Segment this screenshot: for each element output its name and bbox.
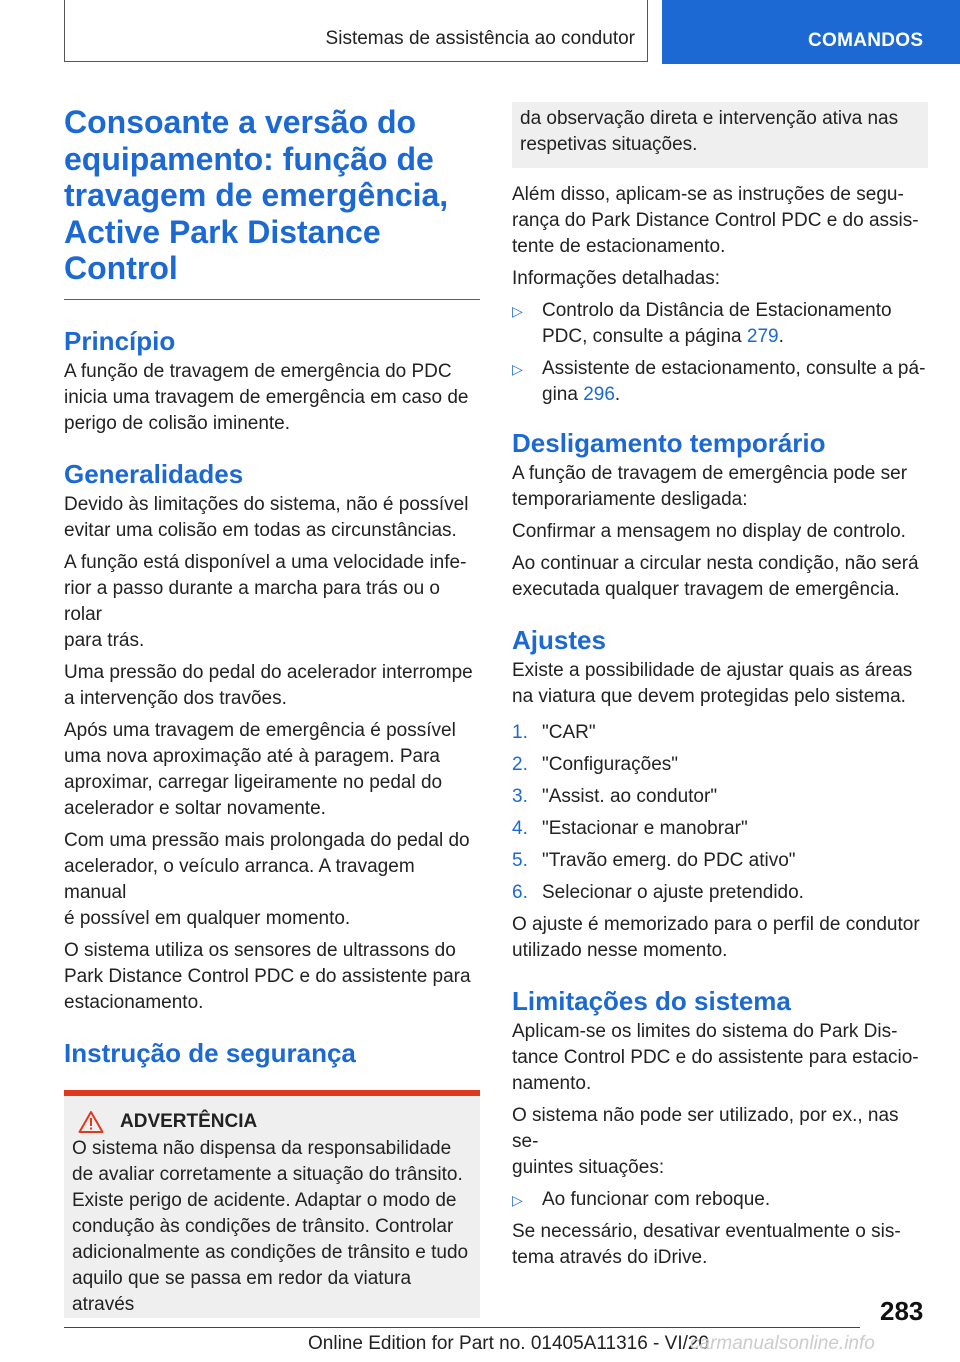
list-item: ▷ Ao funcionar com reboque. <box>512 1187 928 1213</box>
warning-triangle-icon <box>78 1110 104 1134</box>
heading-general: Generalidades <box>64 459 244 489</box>
principle-text: A função de travagem de emergência do PDC inicia uma travagem de emergência em caso de perigo de colisão iminente. <box>64 361 469 434</box>
bullet-triangle-icon: ▷ <box>512 1192 523 1208</box>
limits-para-2: O sistema não pode ser utilizado, por ex., nas se- guintes situações: <box>512 1105 899 1178</box>
header-section-title: Sistemas de assistência ao condutor <box>325 28 635 49</box>
list-item: 2. "Configurações" <box>512 754 679 775</box>
general-para-2: A função está disponível a uma velocidade infe- rior a passo durante a marcha para trás ou o rolar para trás. <box>64 552 467 651</box>
page-link-296[interactable]: 296 <box>583 384 615 405</box>
warning-continuation-text: da observação direta e intervenção ativa nas respetivas situações. <box>520 108 899 155</box>
heading-deactivation: Desligamento temporário <box>512 428 826 458</box>
right-column <box>512 102 928 1271</box>
general-para-4: Após uma travagem de emergência é possível uma nova aproximação até à paragem. Para aproximar, carregar ligeiramente no pedal do acelerador e soltar novamente. <box>64 720 456 819</box>
settings-steps <box>512 720 928 906</box>
footer-divider <box>64 1327 860 1328</box>
header-chapter-label: COMANDOS <box>808 30 924 51</box>
general-para-3: Uma pressão do pedal do acelerador interrompe a intervenção dos travões. <box>64 662 473 709</box>
bullet-triangle-icon: ▷ <box>512 361 523 377</box>
list-item: 4. "Estacionar e manobrar" <box>512 818 748 839</box>
heading-limits: Limitações do sistema <box>512 986 791 1016</box>
heading-settings: Ajustes <box>512 625 606 655</box>
warning-continuation-box <box>512 102 928 168</box>
settings-para-2: O ajuste é memorizado para o perfil de condutor utilizado nesse momento. <box>512 914 920 961</box>
limits-para-1: Aplicam-se os limites do sistema do Park Dis- tance Control PDC e do assistente para estacio- namento. <box>512 1021 919 1094</box>
limits-para-3: Se necessário, desativar eventualmente o sis- tema através do iDrive. <box>512 1221 901 1268</box>
heading-principle: Princípio <box>64 326 176 356</box>
bullet-triangle-icon: ▷ <box>512 303 523 319</box>
details-label: Informações detalhadas: <box>512 268 721 289</box>
watermark: carmanualsonline.info <box>690 1333 875 1354</box>
general-para-1: Devido às limitações do sistema, não é possível evitar uma colisão em todas as circunstâncias. <box>64 494 469 541</box>
deact-para-3: Ao continuar a circular nesta condição, não será executada qualquer travagem de emergência. <box>512 553 919 600</box>
page-number: 283 <box>880 1296 924 1326</box>
list-item: 6. Selecionar o ajuste pretendido. <box>512 882 804 903</box>
deact-para-1: A função de travagem de emergência pode ser temporariamente desligada: <box>512 463 908 510</box>
list-item: ▷ Assistente de estacionamento, consulte a pá- gina 296. <box>512 356 928 408</box>
header-section-box <box>64 0 648 62</box>
list-item: 1. "CAR" <box>512 722 596 743</box>
general-para-6: O sistema utiliza os sensores de ultrassons do Park Distance Control PDC e do assistente para estacionamento. <box>64 940 471 1013</box>
page-title: Consoante a versão do equipamento: função de travagem de emergência, Active Park Distance Control <box>64 104 449 286</box>
warning-title <box>72 1110 472 1134</box>
list-item: 5. "Travão emerg. do PDC ativo" <box>512 850 796 871</box>
page-link-279[interactable]: 279 <box>746 326 779 347</box>
warning-label: ADVERTÊNCIA <box>120 1111 258 1132</box>
settings-para-1: Existe a possibilidade de ajustar quais as áreas na viatura que devem protegidas pelo sistema. <box>512 660 913 707</box>
safety-para: Além disso, aplicam-se as instruções de segu- rança do Park Distance Control PDC e do assis- tente de estacionamento. <box>512 184 919 257</box>
general-para-5: Com uma pressão mais prolongada do pedal do acelerador, o veículo arranca. A travagem manual é possível em qualquer momento. <box>64 830 470 929</box>
warning-text: O sistema não dispensa da responsabilidade de avaliar corretamente a situação do trânsito. Existe perigo de acidente. Adaptar o modo de condução às condições de trânsito. Controlar adicionalmente as condições de trânsito e tudo aquilo que se passa em redor da viatura através <box>72 1138 469 1315</box>
warning-box <box>64 1096 480 1318</box>
list-item: 3. "Assist. ao condutor" <box>512 786 718 807</box>
footer-edition: Online Edition for Part no. 01405A11316 - VI/20 <box>308 1333 710 1354</box>
left-column <box>64 104 480 1318</box>
list-item: ▷ Controlo da Distância de Estacionamento PDC, consulte a página 279. <box>512 298 928 350</box>
deact-para-2: Confirmar a mensagem no display de controlo. <box>512 521 906 542</box>
heading-safety: Instrução de segurança <box>64 1038 356 1068</box>
title-divider <box>64 299 480 301</box>
